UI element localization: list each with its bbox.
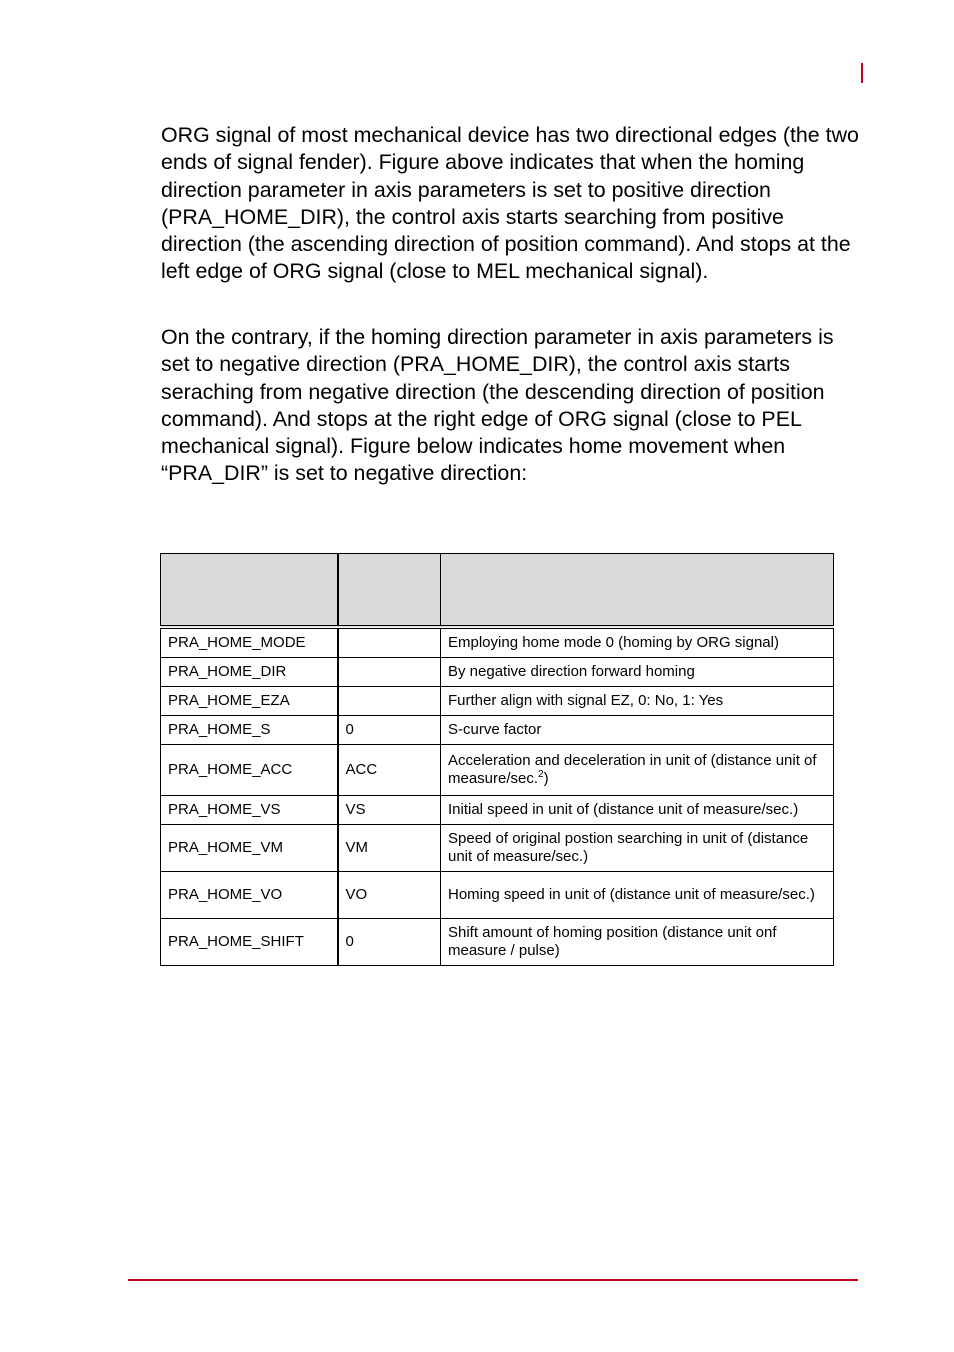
param-desc-cell: Employing home mode 0 (homing by ORG signal) <box>441 627 834 658</box>
param-value-cell: ACC <box>338 745 441 796</box>
param-desc-tail: ) <box>543 770 549 787</box>
superscript-exponent: 2 <box>538 769 544 780</box>
param-value-cell: 0 <box>338 919 441 966</box>
param-name-cell: PRA_HOME_DIR <box>161 658 338 687</box>
param-desc-cell: Initial speed in unit of (distance unit of measure/sec.) <box>441 796 834 825</box>
param-name-cell: PRA_HOME_EZA <box>161 687 338 716</box>
table-row <box>161 716 834 745</box>
paragraph-org-signal: ORG signal of most mechanical device has two directional edges (the two ends of signal fender). Figure above indicates that when the homing direction parameter in axis parameters is set to positive direction (PRA_HOME_DIR), the control axis starts searching from positive direction (the ascending direction of position command). And stops at the left edge of ORG signal (close to MEL mechanical signal). <box>161 123 859 284</box>
header-cell-parameter <box>161 554 338 628</box>
param-desc-cell: S-curve factor <box>441 716 834 745</box>
header-cell-description <box>441 554 834 628</box>
param-name-cell: PRA_HOME_ACC <box>161 745 338 796</box>
param-desc-text: Acceleration and deceleration in unit of (distance unit of measure/sec. <box>448 751 817 787</box>
param-name-cell: PRA_HOME_SHIFT <box>161 919 338 966</box>
param-name-cell: PRA_HOME_S <box>161 716 338 745</box>
table-row <box>161 919 834 966</box>
header-cell-value <box>338 554 441 628</box>
param-value-cell <box>338 687 441 716</box>
table-header-row <box>161 554 834 628</box>
table-row <box>161 825 834 872</box>
param-value-cell: VO <box>338 872 441 919</box>
param-name-cell: PRA_HOME_VS <box>161 796 338 825</box>
param-value-cell <box>338 627 441 658</box>
table-row <box>161 687 834 716</box>
header-marker <box>861 63 863 83</box>
param-desc-cell: Speed of original postion searching in unit of (distance unit of measure/sec.) <box>441 825 834 872</box>
table-row <box>161 872 834 919</box>
param-desc-cell: Shift amount of homing position (distance unit onf measure / pulse) <box>441 919 834 966</box>
param-desc-cell: Homing speed in unit of (distance unit of measure/sec.) <box>441 872 834 919</box>
table-row <box>161 745 834 796</box>
param-desc-cell: Further align with signal EZ, 0: No, 1: Yes <box>441 687 834 716</box>
param-name-cell: PRA_HOME_VO <box>161 872 338 919</box>
param-name-cell: PRA_HOME_VM <box>161 825 338 872</box>
param-value-cell: VS <box>338 796 441 825</box>
table-row <box>161 796 834 825</box>
param-desc-cell: By negative direction forward homing <box>441 658 834 687</box>
param-value-cell: 0 <box>338 716 441 745</box>
param-value-cell: VM <box>338 825 441 872</box>
table-row <box>161 627 834 658</box>
table-row <box>161 658 834 687</box>
param-desc-cell <box>441 745 834 796</box>
paragraph-negative-direction: On the contrary, if the homing direction parameter in axis parameters is set to negative direction (PRA_HOME_DIR), the control axis starts seraching from negative direction (the descending direction of position command). And stops at the right edge of ORG signal (close to PEL mechanical signal). Figure below indicates home movement when “PRA_DIR” is set to negative direction: <box>161 325 834 486</box>
param-name-cell: PRA_HOME_MODE <box>161 627 338 658</box>
homing-parameters-table <box>160 553 834 966</box>
footer-rule <box>128 1279 858 1281</box>
param-value-cell <box>338 658 441 687</box>
